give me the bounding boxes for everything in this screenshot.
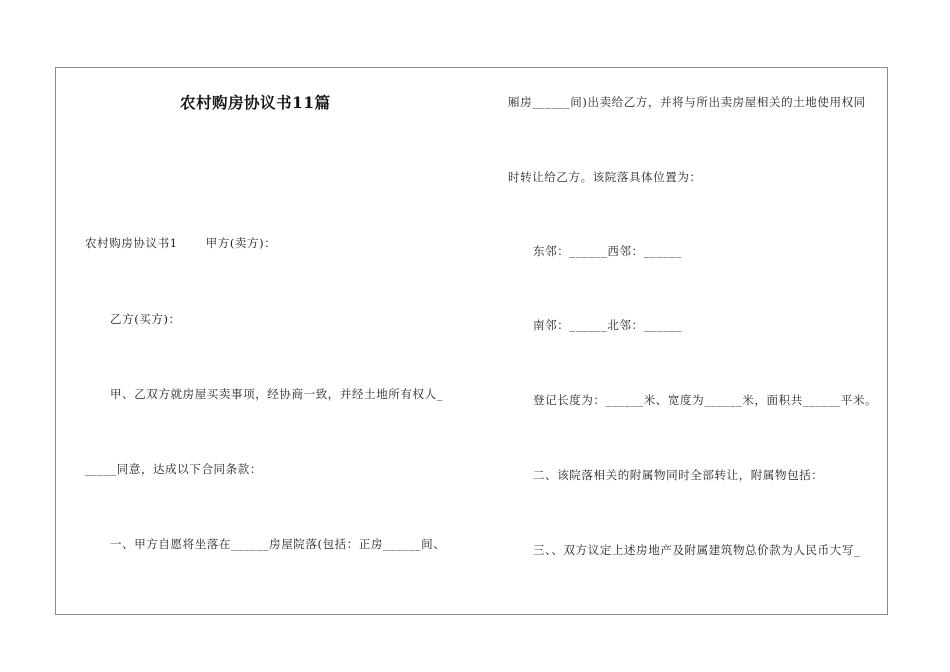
document-title: 农村购房协议书11篇 <box>180 93 331 112</box>
clause-1-line-3: 时转让给乙方。该院落具体位置为： <box>508 170 702 184</box>
clause-1-line-1: 一、甲方自愿将坐落在______房屋院落(包括：正房______间、 <box>110 537 446 551</box>
party-a-label: 甲方(卖方)： <box>205 236 277 250</box>
registered-dimensions: 登记长度为：______米、宽度为______米，面积共______平米。 <box>533 393 878 407</box>
clause-2: 二、该院落相关的附属物同时全部转让，附属物包括： <box>533 468 824 482</box>
party-b-label: 乙方(买方)： <box>110 312 181 326</box>
paragraph-1-line-2: _____同意，达成以下合同条款： <box>85 462 262 476</box>
south-north-neighbors: 南邻：______北邻：______ <box>533 318 682 332</box>
page-frame <box>55 67 888 615</box>
clause-3: 三、、双方议定上述房地产及附属建筑物总价款为人民币大写_ <box>533 543 861 557</box>
clause-1-line-2: 厢房______间)出卖给乙方，并将与所出卖房屋相关的土地使用权同 <box>508 95 866 109</box>
agreement-heading-label: 农村购房协议书1 <box>85 236 178 250</box>
heading-row <box>85 236 276 250</box>
east-west-neighbors: 东邻：______西邻：______ <box>533 244 682 258</box>
paragraph-1-line-1: 甲、乙双方就房屋买卖事项，经协商一致，并经土地所有权人_ <box>110 387 444 401</box>
